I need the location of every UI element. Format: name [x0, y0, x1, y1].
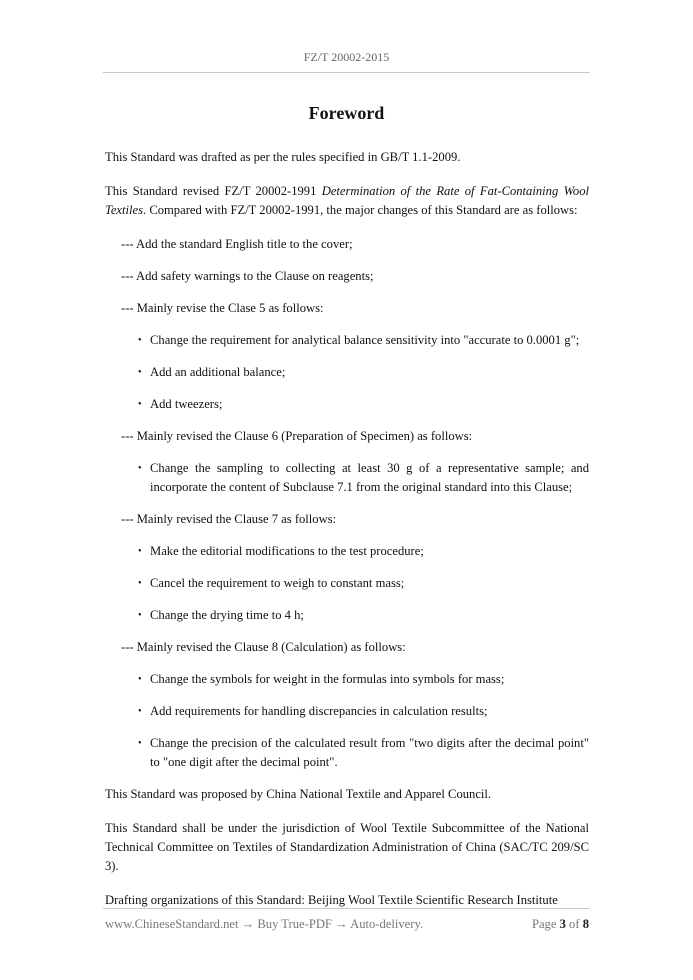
bullet-text: Add an additional balance; — [150, 365, 286, 379]
standard-title-italic: Determination of the Rate of Fat-Containing Wool Textiles — [105, 184, 590, 217]
paragraph-jurisdiction: This Standard shall be under the jurisdiction of Wool Textile Subcommittee of the National Technical Committee on Textiles of Standardization Administration of China (SAC/TC 209/SC 3). — [105, 821, 589, 873]
bullet-text: Add requirements for handling discrepancies in calculation results; — [150, 704, 488, 718]
page-footer — [105, 917, 589, 932]
page-total: 8 — [582, 917, 589, 931]
change-item: --- Mainly revised the Clause 8 (Calculation) as follows: — [121, 640, 406, 654]
bullet-icon: • — [138, 546, 142, 557]
bullet-item — [138, 702, 589, 721]
paragraph-proposed-by: This Standard was proposed by China National Textile and Apparel Council. — [105, 787, 492, 801]
change-item: --- Mainly revise the Clase 5 as follows: — [121, 301, 324, 315]
page-label: Page — [531, 917, 557, 931]
footer-divider — [103, 908, 590, 909]
change-item: --- Add the standard English title to the cover; — [121, 237, 353, 251]
bullet-icon: • — [138, 399, 142, 410]
bullet-text: Change the requirement for analytical balance sensitivity into "accurate to 0.0001 g"; — [150, 333, 580, 347]
bullet-icon: • — [138, 674, 142, 685]
bullet-icon: • — [138, 738, 142, 749]
bullet-icon: • — [138, 335, 142, 346]
bullet-item — [138, 606, 589, 625]
bullet-icon: • — [138, 463, 142, 474]
bullet-item — [138, 670, 589, 689]
bullet-item — [138, 363, 589, 382]
running-header: FZ/T 20002-2015 — [303, 50, 390, 64]
bullet-item — [138, 331, 589, 350]
bullet-text: Add tweezers; — [150, 397, 223, 411]
paragraph-drafting-rules: This Standard was drafted as per the rules specified in GB/T 1.1-2009. — [105, 150, 461, 164]
paragraph-drafting-orgs: Drafting organizations of this Standard: Beijing Wool Textile Scientific Research Institute — [105, 893, 558, 907]
bullet-text: Make the editorial modifications to the test procedure; — [150, 544, 424, 558]
change-item: --- Add safety warnings to the Clause on reagents; — [121, 269, 374, 283]
bullet-text: Change the drying time to 4 h; — [150, 608, 304, 622]
footer-link[interactable]: www.ChineseStandard.net → Buy True-PDF → Auto-delivery. — [105, 917, 424, 931]
bullet-icon: • — [138, 367, 142, 378]
paragraph-revision-end: . Compared with FZ/T 20002-1991, the major changes of this Standard are as follows: — [143, 203, 578, 217]
bullet-item — [138, 574, 589, 593]
page-indicator — [532, 917, 589, 932]
bullet-item — [138, 395, 589, 414]
bullet-icon: • — [138, 706, 142, 717]
page-current: 3 — [559, 917, 566, 931]
change-item: --- Mainly revised the Clause 7 as follows: — [121, 512, 337, 526]
page-title: Foreword — [308, 103, 385, 123]
bullet-text: Change the symbols for weight in the formulas into symbols for mass; — [150, 672, 505, 686]
bullet-icon: • — [138, 578, 142, 589]
page-of: of — [569, 917, 580, 931]
bullet-item — [138, 459, 589, 497]
document-body — [105, 148, 589, 925]
bullet-text: Change the precision of the calculated result from "two digits after the decimal point" to "one digit after the decimal point". — [150, 736, 589, 769]
change-item: --- Mainly revised the Clause 6 (Preparation of Specimen) as follows: — [121, 429, 473, 443]
bullet-item — [138, 734, 589, 772]
bullet-item — [138, 542, 589, 561]
header-divider — [103, 72, 590, 73]
paragraph-revision — [105, 182, 589, 220]
bullet-text: Change the sampling to collecting at least 30 g of a representative sample; and incorporate the content of Subclause 7.1 from the original standard into this Clause; — [150, 461, 589, 494]
paragraph-revision-start: This Standard revised FZ/T 20002-1991 — [105, 184, 322, 198]
bullet-text: Cancel the requirement to weigh to constant mass; — [150, 576, 405, 590]
bullet-icon: • — [138, 610, 142, 621]
